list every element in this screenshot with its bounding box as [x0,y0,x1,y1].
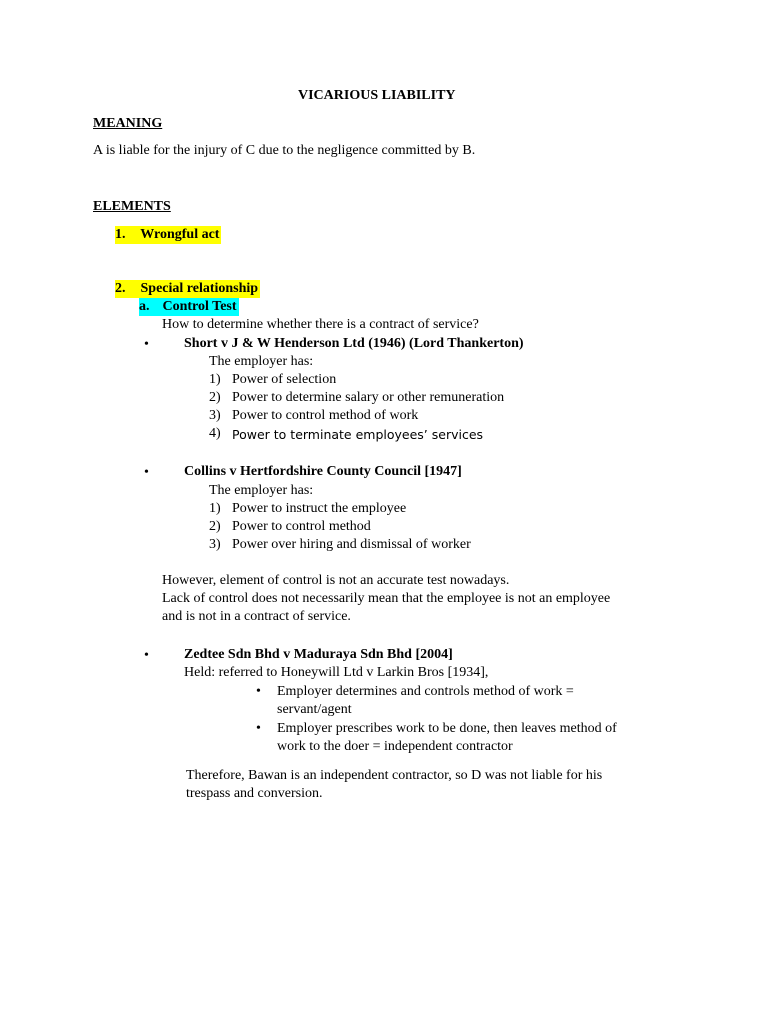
elements-heading: ELEMENTS [93,199,171,214]
case-name: Zedtee Sdn Bhd v Maduraya Sdn Bhd [2004] [184,647,453,662]
bullet-icon: • [256,721,261,736]
case-point-number: 1) [209,372,221,387]
case-name: Short v J & W Henderson Ltd (1946) (Lord Thankerton) [184,336,524,351]
sub-bullet-text: work to the doer = independent contractor [277,739,513,754]
note-line: Lack of control does not necessarily mean that the employee is not an employee [162,591,611,606]
case-point-number: 4) [209,426,221,441]
note-line: However, element of control is not an accurate test nowadays. [162,573,510,588]
case-point-number: 3) [209,408,221,423]
case-point-text: Power to determine salary or other remuneration [232,390,505,405]
sub-item-a-letter: a. [139,299,150,314]
element-item-1-number: 1. [115,227,126,242]
case-point-text: Power to control method of work [232,408,419,423]
element-item-2 [115,280,260,298]
case-point-text: Power to terminate employees’ services [232,427,484,442]
bullet-icon: • [144,648,149,663]
bullet-icon: • [144,337,149,352]
bullet-icon: • [144,465,149,480]
sub-item-a [139,298,239,316]
case-point-number: 2) [209,519,221,534]
case-point-text: Power to control method [232,519,371,534]
case-point-text: Power of selection [232,372,337,387]
sub-bullet-text: Employer determines and controls method of work = [277,684,574,699]
meaning-text: A is liable for the injury of C due to the negligence committed by B. [93,143,476,158]
element-item-2-label: Special relationship [140,281,259,296]
sub-item-a-label: Control Test [162,299,237,314]
element-item-2-number: 2. [115,281,126,296]
conclusion-line: Therefore, Bawan is an independent contractor, so D was not liable for his [186,768,603,783]
case-name: Collins v Hertfordshire County Council [1947] [184,464,462,479]
sub-bullet-text: servant/agent [277,702,352,717]
note-line: and is not in a contract of service. [162,609,351,624]
bullet-icon: • [256,684,261,699]
control-test-question: How to determine whether there is a contract of service? [162,317,479,332]
case-point-number: 2) [209,390,221,405]
element-item-1-label: Wrongful act [140,227,220,242]
case-point-number: 1) [209,501,221,516]
meaning-heading: MEANING [93,116,163,131]
case-held: Held: referred to Honeywill Ltd v Larkin Bros [1934], [184,665,489,680]
sub-bullet-text: Employer prescribes work to be done, then leaves method of [277,721,617,736]
case-intro: The employer has: [209,483,314,498]
case-point-number: 3) [209,537,221,552]
conclusion-line: trespass and conversion. [186,786,323,801]
case-intro: The employer has: [209,354,314,369]
case-point-text: Power to instruct the employee [232,501,407,516]
page-title: VICARIOUS LIABILITY [298,88,456,103]
case-point-text: Power over hiring and dismissal of worker [232,537,471,552]
element-item-1 [115,226,221,244]
